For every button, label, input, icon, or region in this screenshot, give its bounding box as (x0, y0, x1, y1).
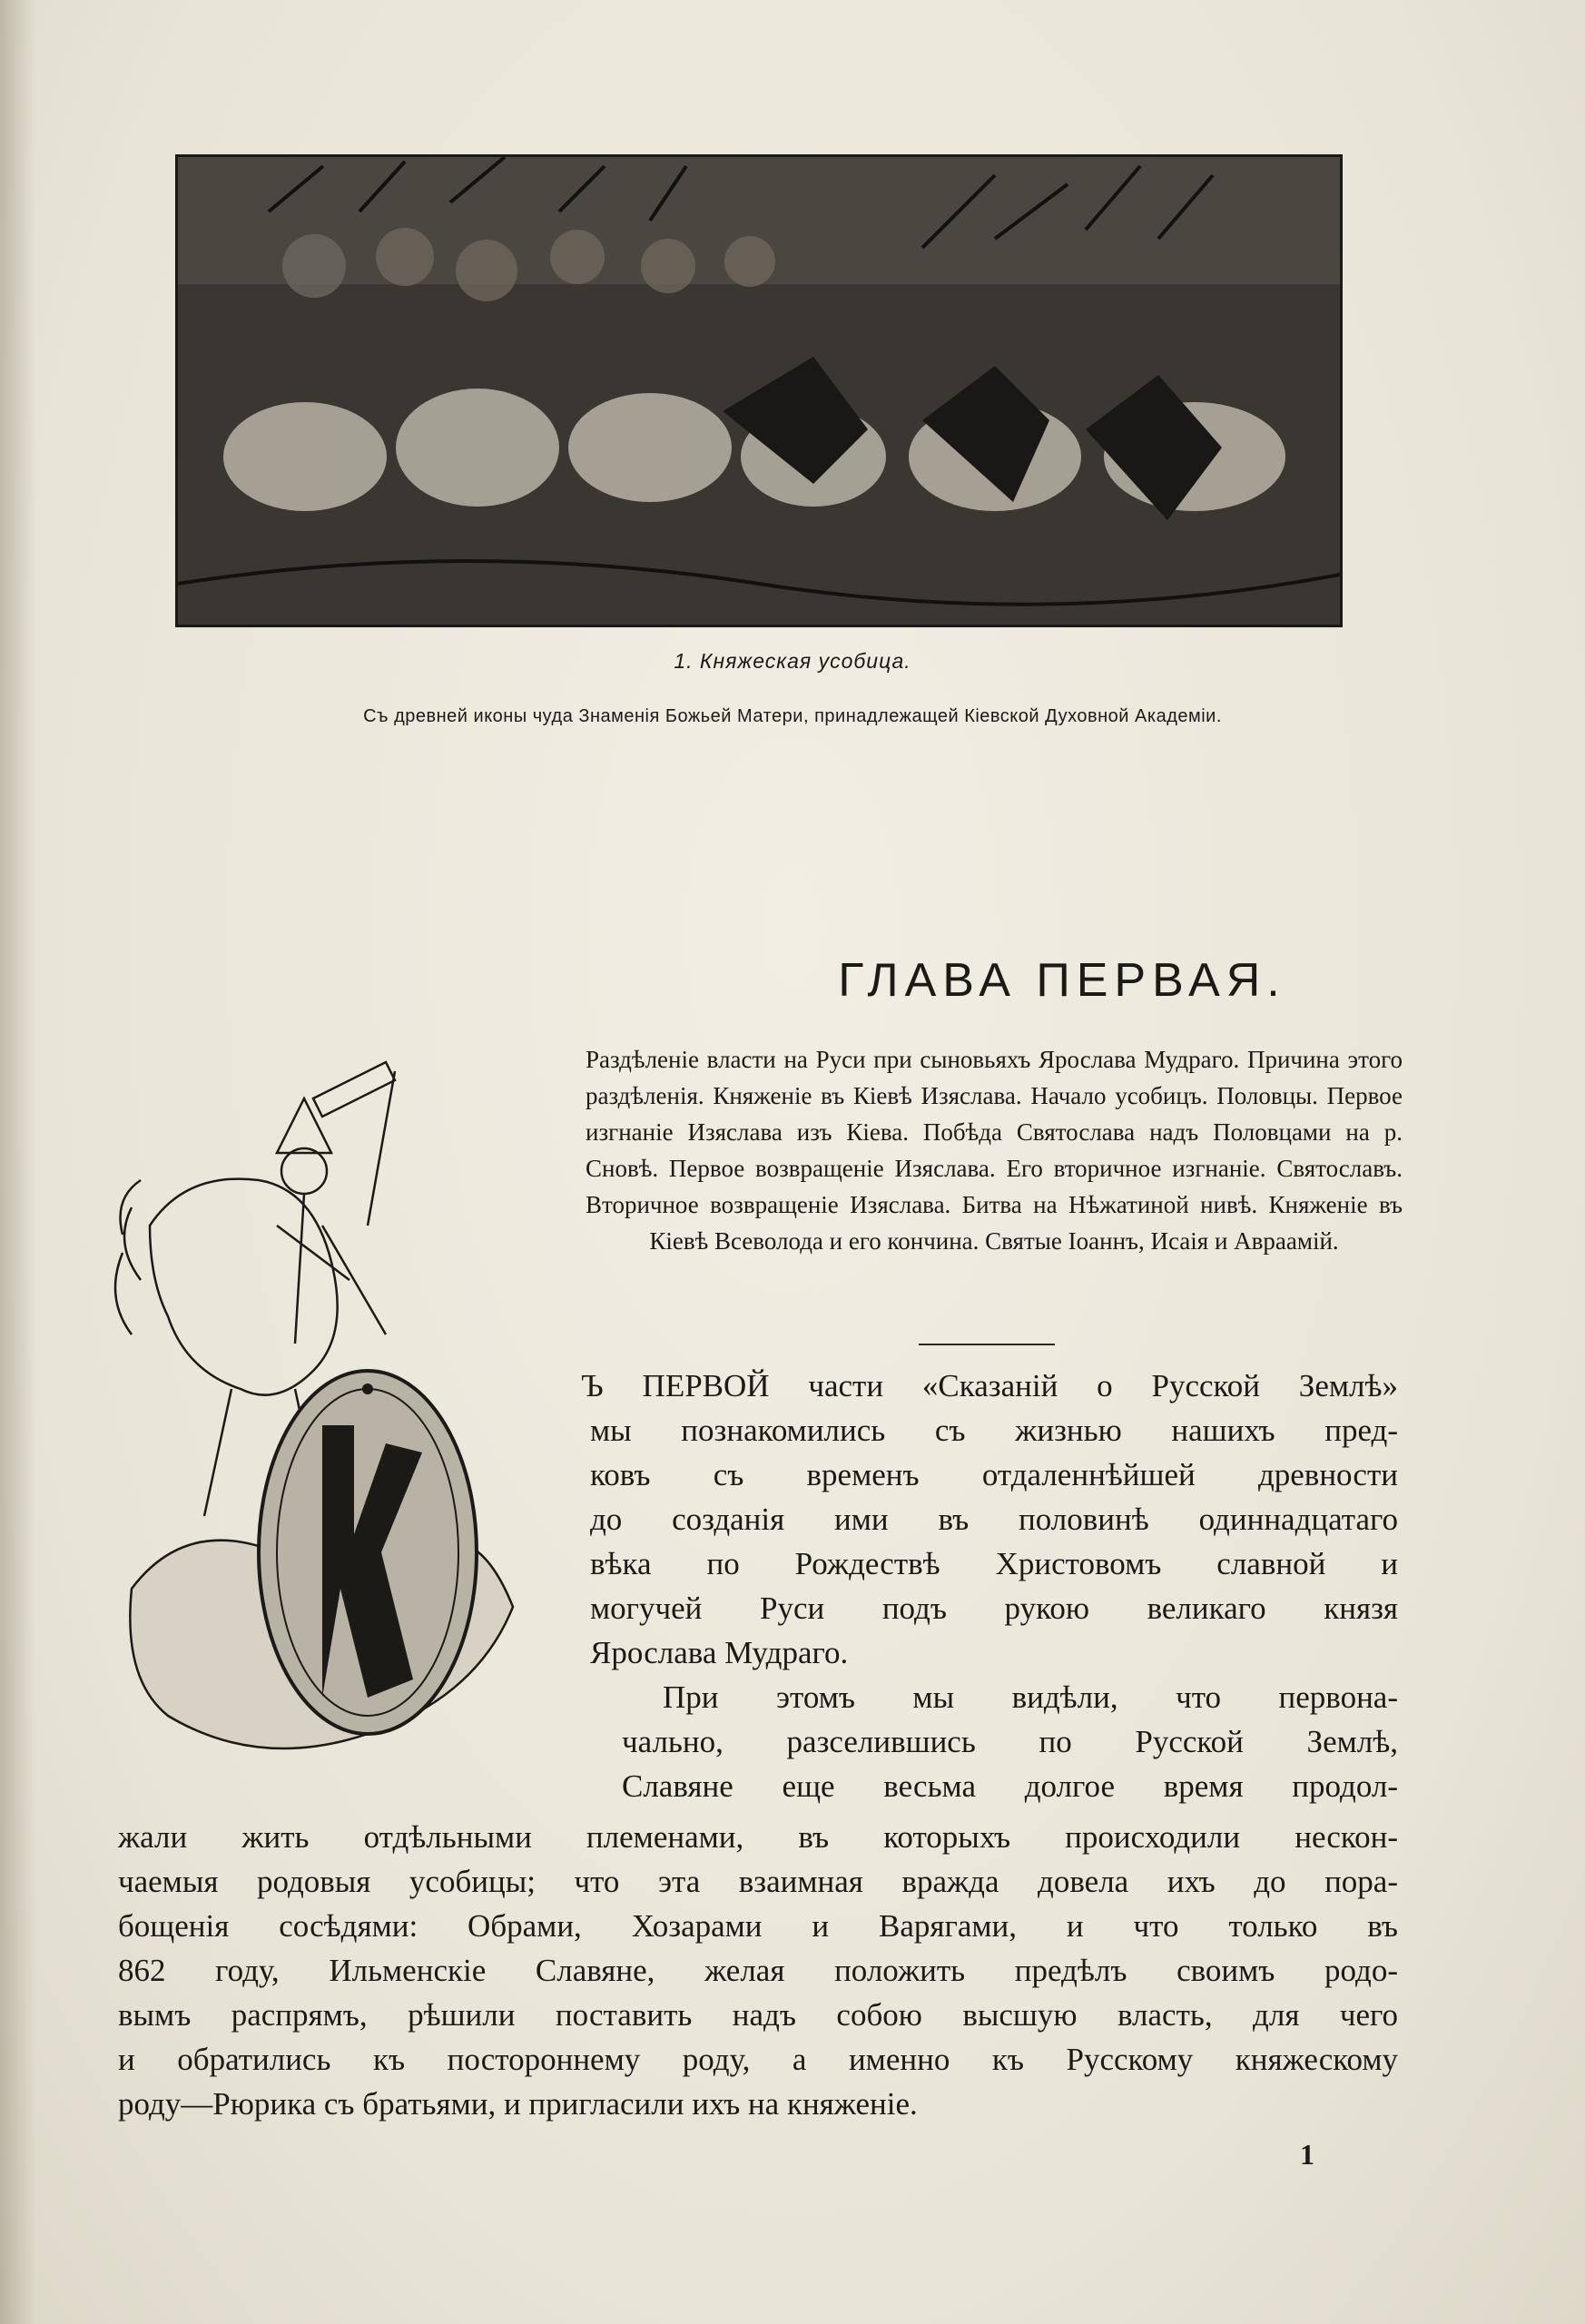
body-text-column (581, 1364, 1398, 1808)
section-divider (919, 1344, 1055, 1345)
knight-on-horse-illustration (95, 1044, 604, 1788)
text-line: до созданія ими въ половинѣ одиннадцатаго (590, 1502, 1398, 1537)
text-line: бощенія сосѣдями: Обрами, Хозарами и Варягами, и что только въ (118, 1908, 1398, 1944)
paragraph-start-line: При этомъ мы видѣли, что первона- (663, 1679, 1398, 1715)
text-line: ковъ съ временъ отдаленнѣйшей древности (590, 1457, 1398, 1492)
chapter-title: ГЛАВА ПЕРВАЯ. (838, 954, 1286, 1007)
text-line: роду—Рюрика съ братьями, и пригласили ихъ на княженіе. (118, 2086, 918, 2122)
text-line: и обратились къ постороннему роду, а именно къ Русскому княжескому (118, 2042, 1398, 2077)
page-number: 1 (1300, 2138, 1314, 2171)
text-line: вымъ распрямъ, рѣшили поставить надъ собою высшую власть, для чего (118, 1997, 1398, 2033)
battle-illustration (175, 154, 1343, 627)
text-line: 862 году, Ильменскіе Славяне, желая положить предѣлъ своимъ родо- (118, 1953, 1398, 1988)
body-text-full-width (118, 1815, 1398, 2126)
knight-vignette-image (95, 1044, 604, 1788)
text-line: жали жить отдѣльными племенами, въ которыхъ происходили нескон- (118, 1819, 1398, 1855)
text-line: Славяне еще весьма долгое время продол- (622, 1768, 1398, 1804)
text-line: Ъ ПЕРВОЙ части «Сказаній о Русской Землѣ» (581, 1368, 1398, 1403)
illustration-caption-title: 1. Княжеская усобица. (674, 649, 911, 673)
illustration-caption-source: Съ древней иконы чуда Знаменія Божьей Матери, принадлежащей Кіевской Духовной Академіи. (363, 706, 1222, 726)
text-line: Ярослава Мудраго. (590, 1635, 849, 1670)
text-line: чально, разселившись по Русской Землѣ, (622, 1724, 1398, 1759)
text-line: мы познакомились съ жизнью нашихъ пред- (590, 1413, 1398, 1448)
text-line: вѣка по Рождествѣ Христовомъ славной и (590, 1546, 1398, 1581)
battle-scene-image (178, 157, 1340, 625)
text-line: чаемыя родовыя усобицы; что эта взаимная вражда довела ихъ до пора- (118, 1864, 1398, 1899)
text-line: могучей Руси подъ рукою великаго князя (590, 1590, 1398, 1626)
chapter-summary: Раздѣленіе власти на Руси при сыновьяхъ Ярослава Мудраго. Причина этого раздѣленія. Княженіе въ Кіевѣ Изяслава. Начало усобицъ. Половцы. Первое изгнаніе Изяслава изъ Кіева. Побѣда Святослава надъ Половцами на р. Сновѣ. Первое возвращеніе Изяслава. Его вторичное изгнаніе. Святославъ. Вторичное возвращеніе Изяслава. Битва на Нѣжатиной нивѣ. Княженіе въ Кіевѣ Всеволода и его кончина. Святые Іоаннъ, Исаія и Авраамій. (586, 1046, 1403, 1255)
page-edge-shadow (0, 0, 36, 2324)
